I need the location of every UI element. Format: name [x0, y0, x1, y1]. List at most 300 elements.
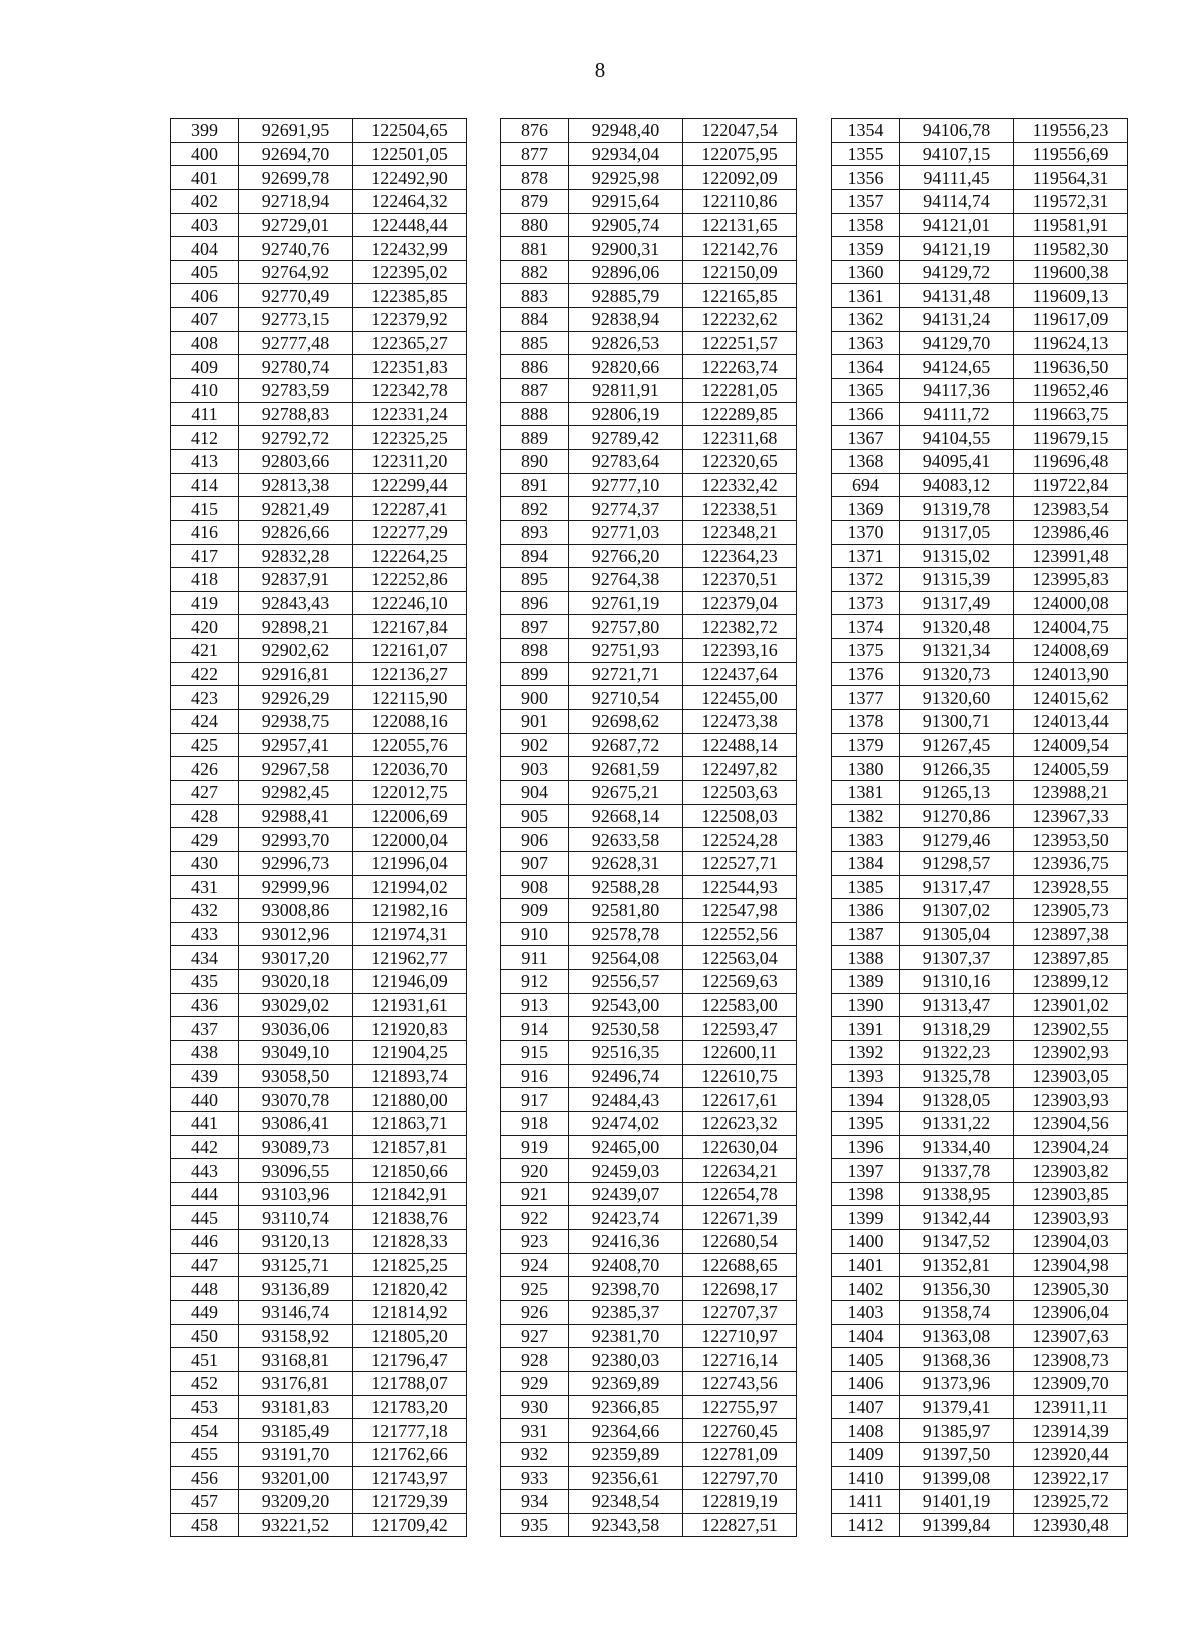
point-number-cell: 898 — [501, 639, 569, 663]
y-coordinate-cell: 122047,54 — [683, 119, 797, 143]
table-row — [501, 662, 797, 686]
point-number-cell: 422 — [171, 662, 239, 686]
point-number-cell: 1357 — [832, 189, 900, 213]
y-coordinate-cell: 121783,20 — [353, 1395, 467, 1419]
table-row — [832, 402, 1128, 426]
y-coordinate-cell: 122707,37 — [683, 1301, 797, 1325]
x-coordinate-cell: 91300,71 — [900, 710, 1014, 734]
y-coordinate-cell: 122743,56 — [683, 1371, 797, 1395]
x-coordinate-cell: 94104,55 — [900, 426, 1014, 450]
y-coordinate-cell: 122370,51 — [683, 568, 797, 592]
x-coordinate-cell: 93029,02 — [239, 993, 353, 1017]
x-coordinate-cell: 94111,72 — [900, 402, 1014, 426]
table-row — [832, 355, 1128, 379]
table-row — [501, 1490, 797, 1514]
point-number-cell: 400 — [171, 142, 239, 166]
table-row — [171, 1230, 467, 1254]
point-number-cell: 916 — [501, 1064, 569, 1088]
table-row — [832, 379, 1128, 403]
table-row — [171, 1064, 467, 1088]
table-row — [171, 1135, 467, 1159]
table-row — [501, 591, 797, 615]
y-coordinate-cell: 123904,98 — [1014, 1253, 1128, 1277]
table-row — [832, 189, 1128, 213]
x-coordinate-cell: 92356,61 — [569, 1466, 683, 1490]
x-coordinate-cell: 92628,31 — [569, 851, 683, 875]
y-coordinate-cell: 124008,69 — [1014, 639, 1128, 663]
point-number-cell: 905 — [501, 804, 569, 828]
table-row — [501, 1419, 797, 1443]
y-coordinate-cell: 122348,21 — [683, 520, 797, 544]
point-number-cell: 434 — [171, 946, 239, 970]
point-number-cell: 1364 — [832, 355, 900, 379]
x-coordinate-cell: 91397,50 — [900, 1442, 1014, 1466]
x-coordinate-cell: 91317,49 — [900, 591, 1014, 615]
table-row — [171, 142, 467, 166]
x-coordinate-cell: 92359,89 — [569, 1442, 683, 1466]
table-row — [832, 804, 1128, 828]
y-coordinate-cell: 122497,82 — [683, 757, 797, 781]
point-number-cell: 423 — [171, 686, 239, 710]
table-row — [501, 284, 797, 308]
table-row — [501, 710, 797, 734]
y-coordinate-cell: 123907,63 — [1014, 1324, 1128, 1348]
point-number-cell: 1400 — [832, 1230, 900, 1254]
point-number-cell: 427 — [171, 780, 239, 804]
x-coordinate-cell: 91279,46 — [900, 828, 1014, 852]
table-row — [832, 615, 1128, 639]
point-number-cell: 1366 — [832, 402, 900, 426]
point-number-cell: 1360 — [832, 260, 900, 284]
x-coordinate-cell: 92633,58 — [569, 828, 683, 852]
y-coordinate-cell: 123904,03 — [1014, 1230, 1128, 1254]
point-number-cell: 1399 — [832, 1206, 900, 1230]
point-number-cell: 1391 — [832, 1017, 900, 1041]
point-number-cell: 1362 — [832, 308, 900, 332]
table-row — [501, 828, 797, 852]
x-coordinate-cell: 93070,78 — [239, 1088, 353, 1112]
y-coordinate-cell: 122131,65 — [683, 213, 797, 237]
table-row — [501, 757, 797, 781]
x-coordinate-cell: 92694,70 — [239, 142, 353, 166]
point-number-cell: 1383 — [832, 828, 900, 852]
table-row — [501, 1111, 797, 1135]
y-coordinate-cell: 122167,84 — [353, 615, 467, 639]
x-coordinate-cell: 92578,78 — [569, 922, 683, 946]
y-coordinate-cell: 122351,83 — [353, 355, 467, 379]
x-coordinate-cell: 94124,65 — [900, 355, 1014, 379]
y-coordinate-cell: 119556,23 — [1014, 119, 1128, 143]
y-coordinate-cell: 121982,16 — [353, 899, 467, 923]
y-coordinate-cell: 122075,95 — [683, 142, 797, 166]
point-number-cell: 1354 — [832, 119, 900, 143]
point-number-cell: 901 — [501, 710, 569, 734]
y-coordinate-cell: 122671,39 — [683, 1206, 797, 1230]
x-coordinate-cell: 91373,96 — [900, 1371, 1014, 1395]
y-coordinate-cell: 123988,21 — [1014, 780, 1128, 804]
y-coordinate-cell: 123899,12 — [1014, 970, 1128, 994]
point-number-cell: 442 — [171, 1135, 239, 1159]
y-coordinate-cell: 122332,42 — [683, 473, 797, 497]
point-number-cell: 893 — [501, 520, 569, 544]
point-number-cell: 408 — [171, 331, 239, 355]
point-number-cell: 1371 — [832, 544, 900, 568]
table-row — [171, 1253, 467, 1277]
point-number-cell: 1368 — [832, 449, 900, 473]
y-coordinate-cell: 124000,08 — [1014, 591, 1128, 615]
y-coordinate-cell: 122364,23 — [683, 544, 797, 568]
table-row — [501, 331, 797, 355]
y-coordinate-cell: 119564,31 — [1014, 166, 1128, 190]
y-coordinate-cell: 119679,15 — [1014, 426, 1128, 450]
point-number-cell: 1408 — [832, 1419, 900, 1443]
x-coordinate-cell: 92905,74 — [569, 213, 683, 237]
table-row — [171, 922, 467, 946]
y-coordinate-cell: 121946,09 — [353, 970, 467, 994]
point-number-cell: 436 — [171, 993, 239, 1017]
table-row — [832, 1513, 1128, 1537]
y-coordinate-cell: 121820,42 — [353, 1277, 467, 1301]
x-coordinate-cell: 91347,52 — [900, 1230, 1014, 1254]
x-coordinate-cell: 92813,38 — [239, 473, 353, 497]
point-number-cell: 903 — [501, 757, 569, 781]
y-coordinate-cell: 121994,02 — [353, 875, 467, 899]
x-coordinate-cell: 93209,20 — [239, 1490, 353, 1514]
x-coordinate-cell: 91334,40 — [900, 1135, 1014, 1159]
point-number-cell: 402 — [171, 189, 239, 213]
x-coordinate-cell: 92366,85 — [569, 1395, 683, 1419]
x-coordinate-cell: 92381,70 — [569, 1324, 683, 1348]
table-row — [171, 1324, 467, 1348]
point-number-cell: 406 — [171, 284, 239, 308]
point-number-cell: 902 — [501, 733, 569, 757]
x-coordinate-cell: 92710,54 — [569, 686, 683, 710]
y-coordinate-cell: 124015,62 — [1014, 686, 1128, 710]
y-coordinate-cell: 122504,65 — [353, 119, 467, 143]
point-number-cell: 900 — [501, 686, 569, 710]
y-coordinate-cell: 119582,30 — [1014, 237, 1128, 261]
y-coordinate-cell: 119581,91 — [1014, 213, 1128, 237]
y-coordinate-cell: 124004,75 — [1014, 615, 1128, 639]
table-row — [501, 1301, 797, 1325]
y-coordinate-cell: 123995,83 — [1014, 568, 1128, 592]
point-number-cell: 410 — [171, 379, 239, 403]
x-coordinate-cell: 91265,13 — [900, 780, 1014, 804]
x-coordinate-cell: 92588,28 — [569, 875, 683, 899]
y-coordinate-cell: 122393,16 — [683, 639, 797, 663]
table-row — [832, 237, 1128, 261]
table-row — [171, 449, 467, 473]
point-number-cell: 932 — [501, 1442, 569, 1466]
point-number-cell: 456 — [171, 1466, 239, 1490]
x-coordinate-cell: 94114,74 — [900, 189, 1014, 213]
table-row — [832, 1348, 1128, 1372]
y-coordinate-cell: 123901,02 — [1014, 993, 1128, 1017]
y-coordinate-cell: 122365,27 — [353, 331, 467, 355]
table-row — [171, 851, 467, 875]
coordinate-table-1 — [170, 118, 467, 1537]
table-row — [171, 1513, 467, 1537]
table-row — [501, 237, 797, 261]
y-coordinate-cell: 121814,92 — [353, 1301, 467, 1325]
y-coordinate-cell: 123897,85 — [1014, 946, 1128, 970]
point-number-cell: 1372 — [832, 568, 900, 592]
x-coordinate-cell: 91315,02 — [900, 544, 1014, 568]
x-coordinate-cell: 92806,19 — [569, 402, 683, 426]
x-coordinate-cell: 92484,43 — [569, 1088, 683, 1112]
y-coordinate-cell: 123909,70 — [1014, 1371, 1128, 1395]
x-coordinate-cell: 92343,58 — [569, 1513, 683, 1537]
x-coordinate-cell: 92348,54 — [569, 1490, 683, 1514]
table-row — [832, 662, 1128, 686]
y-coordinate-cell: 121974,31 — [353, 922, 467, 946]
table-row — [171, 189, 467, 213]
table-row — [171, 284, 467, 308]
table-row — [832, 520, 1128, 544]
x-coordinate-cell: 93058,50 — [239, 1064, 353, 1088]
point-number-cell: 879 — [501, 189, 569, 213]
x-coordinate-cell: 92777,10 — [569, 473, 683, 497]
table-row — [171, 639, 467, 663]
y-coordinate-cell: 122593,47 — [683, 1017, 797, 1041]
x-coordinate-cell: 92788,83 — [239, 402, 353, 426]
x-coordinate-cell: 91399,08 — [900, 1466, 1014, 1490]
y-coordinate-cell: 121788,07 — [353, 1371, 467, 1395]
y-coordinate-cell: 124005,59 — [1014, 757, 1128, 781]
x-coordinate-cell: 92915,64 — [569, 189, 683, 213]
y-coordinate-cell: 122760,45 — [683, 1419, 797, 1443]
point-number-cell: 415 — [171, 497, 239, 521]
coordinate-table-3 — [831, 118, 1128, 1537]
y-coordinate-cell: 122455,00 — [683, 686, 797, 710]
point-number-cell: 1392 — [832, 1040, 900, 1064]
x-coordinate-cell: 92416,36 — [569, 1230, 683, 1254]
x-coordinate-cell: 93020,18 — [239, 970, 353, 994]
x-coordinate-cell: 91379,41 — [900, 1395, 1014, 1419]
point-number-cell: 908 — [501, 875, 569, 899]
y-coordinate-cell: 123903,93 — [1014, 1088, 1128, 1112]
table-row — [501, 1017, 797, 1041]
table-row — [501, 804, 797, 828]
table-row — [501, 1253, 797, 1277]
table-row — [171, 1348, 467, 1372]
point-number-cell: 896 — [501, 591, 569, 615]
x-coordinate-cell: 94129,70 — [900, 331, 1014, 355]
table-row — [832, 1419, 1128, 1443]
table-row — [171, 166, 467, 190]
y-coordinate-cell: 123914,39 — [1014, 1419, 1128, 1443]
y-coordinate-cell: 122600,11 — [683, 1040, 797, 1064]
x-coordinate-cell: 92364,66 — [569, 1419, 683, 1443]
point-number-cell: 454 — [171, 1419, 239, 1443]
y-coordinate-cell: 122311,68 — [683, 426, 797, 450]
x-coordinate-cell: 92385,37 — [569, 1301, 683, 1325]
y-coordinate-cell: 122382,72 — [683, 615, 797, 639]
table-row — [501, 922, 797, 946]
table-row — [832, 993, 1128, 1017]
x-coordinate-cell: 92474,02 — [569, 1111, 683, 1135]
point-number-cell: 453 — [171, 1395, 239, 1419]
point-number-cell: 1370 — [832, 520, 900, 544]
table-row — [171, 379, 467, 403]
point-number-cell: 441 — [171, 1111, 239, 1135]
y-coordinate-cell: 119624,13 — [1014, 331, 1128, 355]
table-row — [501, 615, 797, 639]
y-coordinate-cell: 122583,00 — [683, 993, 797, 1017]
x-coordinate-cell: 91307,02 — [900, 899, 1014, 923]
x-coordinate-cell: 94106,78 — [900, 119, 1014, 143]
point-number-cell: 1382 — [832, 804, 900, 828]
table-row — [832, 757, 1128, 781]
x-coordinate-cell: 92896,06 — [569, 260, 683, 284]
point-number-cell: 414 — [171, 473, 239, 497]
point-number-cell: 1411 — [832, 1490, 900, 1514]
y-coordinate-cell: 123983,54 — [1014, 497, 1128, 521]
x-coordinate-cell: 93012,96 — [239, 922, 353, 946]
x-coordinate-cell: 93125,71 — [239, 1253, 353, 1277]
table-row — [832, 308, 1128, 332]
y-coordinate-cell: 122634,21 — [683, 1159, 797, 1183]
y-coordinate-cell: 123906,04 — [1014, 1301, 1128, 1325]
point-number-cell: 424 — [171, 710, 239, 734]
x-coordinate-cell: 92916,81 — [239, 662, 353, 686]
table-row — [501, 213, 797, 237]
point-number-cell: 455 — [171, 1442, 239, 1466]
x-coordinate-cell: 91318,29 — [900, 1017, 1014, 1041]
table-row — [501, 970, 797, 994]
point-number-cell: 1387 — [832, 922, 900, 946]
point-number-cell: 876 — [501, 119, 569, 143]
point-number-cell: 405 — [171, 260, 239, 284]
table-row — [832, 970, 1128, 994]
point-number-cell: 1378 — [832, 710, 900, 734]
y-coordinate-cell: 122289,85 — [683, 402, 797, 426]
table-row — [171, 1040, 467, 1064]
table-row — [832, 1111, 1128, 1135]
table-row — [501, 119, 797, 143]
point-number-cell: 411 — [171, 402, 239, 426]
y-coordinate-cell: 122698,17 — [683, 1277, 797, 1301]
x-coordinate-cell: 92938,75 — [239, 710, 353, 734]
y-coordinate-cell: 121880,00 — [353, 1088, 467, 1112]
y-coordinate-cell: 122623,32 — [683, 1111, 797, 1135]
x-coordinate-cell: 94111,45 — [900, 166, 1014, 190]
x-coordinate-cell: 92380,03 — [569, 1348, 683, 1372]
table-row — [171, 119, 467, 143]
y-coordinate-cell: 122000,04 — [353, 828, 467, 852]
point-number-cell: 420 — [171, 615, 239, 639]
point-number-cell: 921 — [501, 1182, 569, 1206]
x-coordinate-cell: 94121,19 — [900, 237, 1014, 261]
table-row — [501, 497, 797, 521]
point-number-cell: 915 — [501, 1040, 569, 1064]
x-coordinate-cell: 92581,80 — [569, 899, 683, 923]
x-coordinate-cell: 92543,00 — [569, 993, 683, 1017]
x-coordinate-cell: 91352,81 — [900, 1253, 1014, 1277]
y-coordinate-cell: 123986,46 — [1014, 520, 1128, 544]
point-number-cell: 1403 — [832, 1301, 900, 1325]
table-row — [501, 993, 797, 1017]
y-coordinate-cell: 122299,44 — [353, 473, 467, 497]
y-coordinate-cell: 122277,29 — [353, 520, 467, 544]
point-number-cell: 1396 — [832, 1135, 900, 1159]
y-coordinate-cell: 124009,54 — [1014, 733, 1128, 757]
x-coordinate-cell: 93008,86 — [239, 899, 353, 923]
y-coordinate-cell: 122569,63 — [683, 970, 797, 994]
table-row — [501, 1064, 797, 1088]
table-row — [501, 426, 797, 450]
x-coordinate-cell: 91328,05 — [900, 1088, 1014, 1112]
y-coordinate-cell: 122827,51 — [683, 1513, 797, 1537]
point-number-cell: 445 — [171, 1206, 239, 1230]
table-row — [501, 851, 797, 875]
table-row — [832, 1466, 1128, 1490]
x-coordinate-cell: 92957,41 — [239, 733, 353, 757]
table-row — [501, 1159, 797, 1183]
x-coordinate-cell: 93191,70 — [239, 1442, 353, 1466]
point-number-cell: 887 — [501, 379, 569, 403]
table-row — [171, 1371, 467, 1395]
point-number-cell: 431 — [171, 875, 239, 899]
y-coordinate-cell: 122617,61 — [683, 1088, 797, 1112]
x-coordinate-cell: 92837,91 — [239, 568, 353, 592]
table-row — [832, 733, 1128, 757]
y-coordinate-cell: 121893,74 — [353, 1064, 467, 1088]
y-coordinate-cell: 123903,05 — [1014, 1064, 1128, 1088]
point-number-cell: 892 — [501, 497, 569, 521]
y-coordinate-cell: 122503,63 — [683, 780, 797, 804]
y-coordinate-cell: 119600,38 — [1014, 260, 1128, 284]
x-coordinate-cell: 92774,37 — [569, 497, 683, 521]
y-coordinate-cell: 121825,25 — [353, 1253, 467, 1277]
x-coordinate-cell: 93120,13 — [239, 1230, 353, 1254]
x-coordinate-cell: 91270,86 — [900, 804, 1014, 828]
x-coordinate-cell: 92789,42 — [569, 426, 683, 450]
table-row — [832, 875, 1128, 899]
table-body — [832, 119, 1128, 1537]
point-number-cell: 419 — [171, 591, 239, 615]
point-number-cell: 1373 — [832, 591, 900, 615]
x-coordinate-cell: 91267,45 — [900, 733, 1014, 757]
y-coordinate-cell: 119556,69 — [1014, 142, 1128, 166]
y-coordinate-cell: 122325,25 — [353, 426, 467, 450]
x-coordinate-cell: 92698,62 — [569, 710, 683, 734]
point-number-cell: 446 — [171, 1230, 239, 1254]
table-row — [832, 639, 1128, 663]
x-coordinate-cell: 92900,31 — [569, 237, 683, 261]
table-row — [171, 213, 467, 237]
x-coordinate-cell: 94083,12 — [900, 473, 1014, 497]
x-coordinate-cell: 93221,52 — [239, 1513, 353, 1537]
table-row — [832, 1159, 1128, 1183]
table-row — [171, 1490, 467, 1514]
y-coordinate-cell: 122688,65 — [683, 1253, 797, 1277]
point-number-cell: 437 — [171, 1017, 239, 1041]
y-coordinate-cell: 122165,85 — [683, 284, 797, 308]
table-row — [832, 1324, 1128, 1348]
point-number-cell: 935 — [501, 1513, 569, 1537]
x-coordinate-cell: 91356,30 — [900, 1277, 1014, 1301]
x-coordinate-cell: 94107,15 — [900, 142, 1014, 166]
x-coordinate-cell: 93036,06 — [239, 1017, 353, 1041]
y-coordinate-cell: 122379,04 — [683, 591, 797, 615]
table-row — [501, 473, 797, 497]
y-coordinate-cell: 119652,46 — [1014, 379, 1128, 403]
y-coordinate-cell: 122338,51 — [683, 497, 797, 521]
x-coordinate-cell: 91337,78 — [900, 1159, 1014, 1183]
point-number-cell: 913 — [501, 993, 569, 1017]
table-row — [171, 331, 467, 355]
